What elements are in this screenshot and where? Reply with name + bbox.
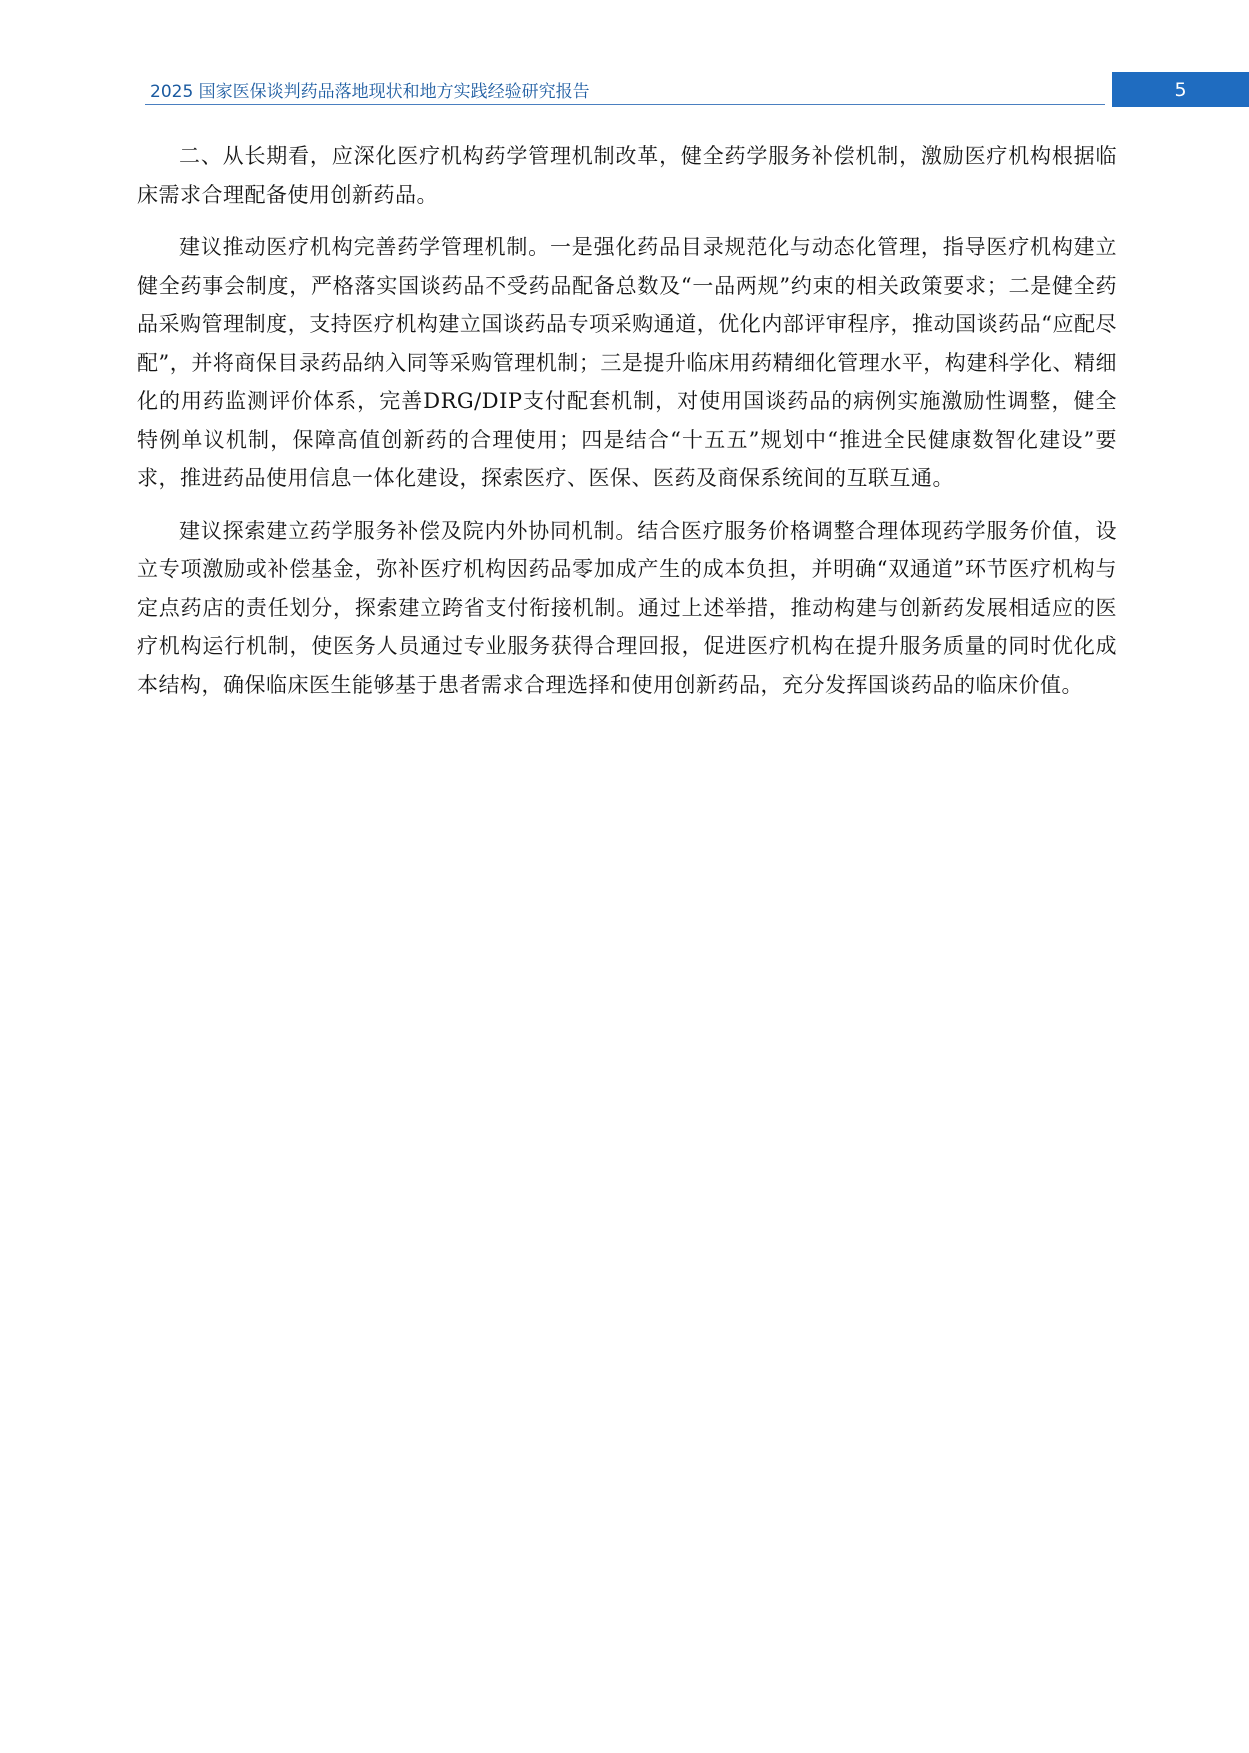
body-text bbox=[137, 137, 1117, 704]
paragraph-compensation-mechanism: 建议探索建立药学服务补偿及院内外协同机制。结合医疗服务价格调整合理体现药学服务价值，设立专项激励或补偿基金，弥补医疗机构因药品零加成产生的成本负担，并明确“双通道”环节医疗机构与定点药店的责任划分，探索建立跨省支付衔接机制。通过上述举措，推动构建与创新药发展相适应的医疗机构运行机制，使医务人员通过专业服务获得合理回报，促进医疗机构在提升服务质量的同时优化成本结构，确保临床医生能够基于患者需求合理选择和使用创新药品，充分发挥国谈药品的临床价值。 bbox=[137, 518, 1117, 697]
paragraph-heading-two: 二、从长期看，应深化医疗机构药学管理机制改革，健全药学服务补偿机制，激励医疗机构根据临床需求合理配备使用创新药品。 bbox=[137, 144, 1117, 207]
paragraph-management-mechanism: 建议推动医疗机构完善药学管理机制。一是强化药品目录规范化与动态化管理，指导医疗机构建立健全药事会制度，严格落实国谈药品不受药品配备总数及“一品两规”约束的相关政策要求；二是健全药品采购管理制度，支持医疗机构建立国谈药品专项采购通道，优化内部评审程序，推动国谈药品“应配尽配”，并将商保目录药品纳入同等采购管理机制；三是提升临床用药精细化管理水平，构建科学化、精细化的用药监测评价体系，完善DRG/DIP支付配套机制，对使用国谈药品的病例实施激励性调整，健全特例单议机制，保障高值创新药的合理使用；四是结合“十五五”规划中“推进全民健康数智化建设”要求，推进药品使用信息一体化建设，探索医疗、医保、医药及商保系统间的互联互通。 bbox=[137, 235, 1117, 490]
header-divider bbox=[145, 104, 1105, 105]
page-number-badge bbox=[1112, 72, 1249, 107]
page-number: 5 bbox=[1174, 78, 1187, 101]
running-header-title: 2025 国家医保谈判药品落地现状和地方实践经验研究报告 bbox=[150, 82, 590, 102]
